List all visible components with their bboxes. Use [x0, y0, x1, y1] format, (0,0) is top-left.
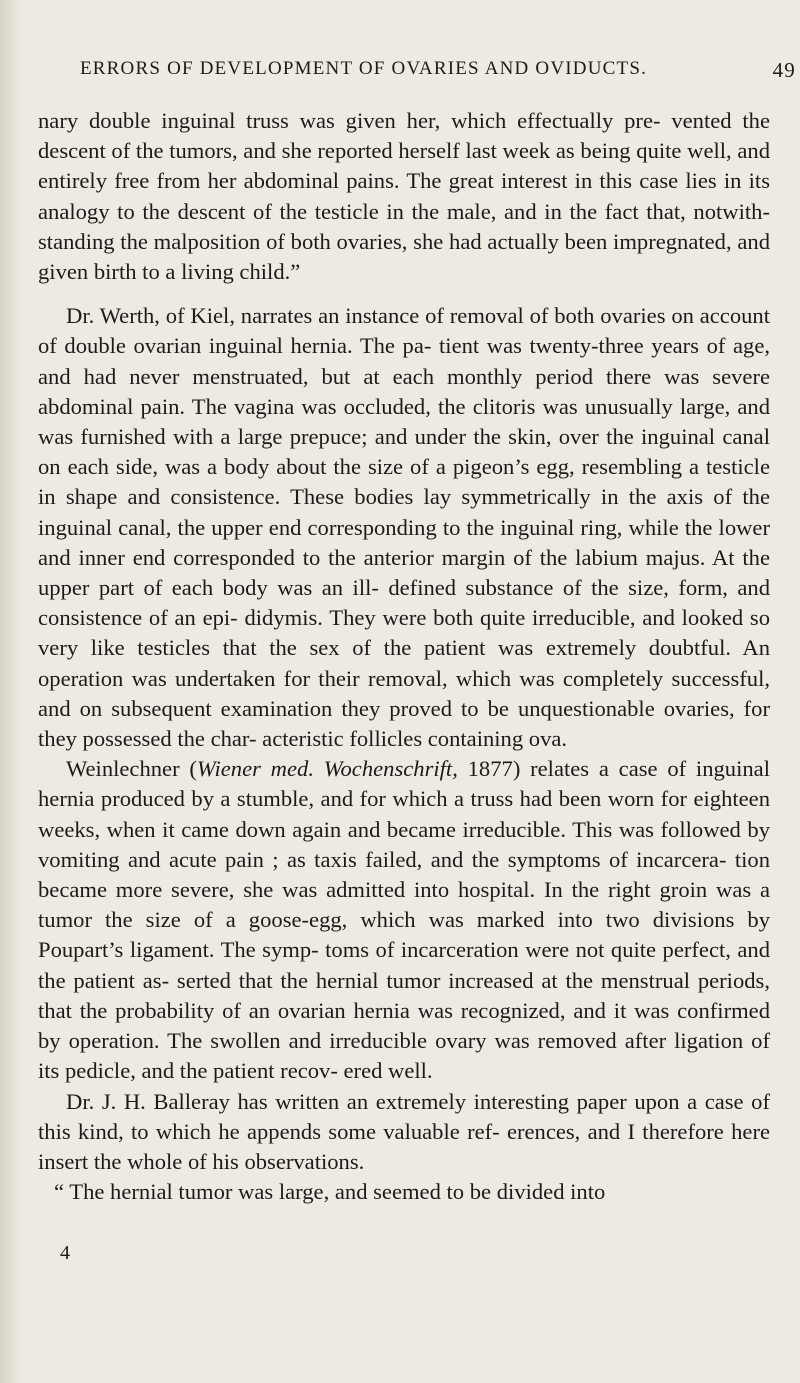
paragraph-balleray: Dr. J. H. Balleray has written an extremely interesting paper upon a case of this kind, to which he appends some valuable ref- erences, and I therefore here insert the whole of his observations.: [38, 1088, 770, 1174]
page-number: 49: [772, 58, 796, 82]
weinlechner-rest: 1877) relates a case of inguinal hernia produced by a stumble, and for which a truss had been worn for eighteen weeks, when it came down again and became irreducible. This was followed by vomiting and acute pain ; as taxis failed, and the symptoms of incarcera- tion became more severe, she was admitted into hospital. In the right groin was a tumor the size of a goose-egg, which was marked into two divisions by Poupart’s ligament. The symp- toms of incarceration were not quite perfect, and the patient as- serted that the hernial tumor increased at the menstrual periods, that the probability of an ovarian hernia was recognized, and it was confirmed by operation. The swollen and irreducible ovary was removed after ligation of its pedicle, and the patient recov- ered well.: [38, 756, 770, 1084]
running-title: ERRORS OF DEVELOPMENT OF OVARIES AND OVIDUCTS.: [80, 58, 648, 79]
body-text: [38, 106, 770, 1207]
binding-shadow: [0, 0, 22, 1383]
paragraph-continuation: nary double inguinal truss was given her, which effectually pre- vented the descent of the tumors, and she reported herself last week as being quite well, and entirely free from her abdominal pains. The great interest in this case lies in its analogy to the descent of the testicle in the male, and in the fact that, notwith- standing the malposition of both ovaries, she had actually been impregnated, and given birth to a living child.”: [38, 108, 770, 285]
signature-mark: 4: [60, 1242, 70, 1264]
paragraph-werth: Dr. Werth, of Kiel, narrates an instance of removal of both ovaries on account of double ovarian inguinal hernia. The pa- tient was twenty-three years of age, and had never menstruated, but at each monthly period there was severe abdominal pain. The vagina was occluded, the clitoris was unusually large, and was furnished with a large prepuce; and under the skin, over the inguinal canal on each side, was a body about the size of a pigeon’s egg, resembling a testicle in shape and consistence. These bodies lay symmetrically in the axis of the inguinal canal, the upper end corresponding to the inguinal ring, while the lower and inner end corresponded to the anterior margin of the labium majus. At the upper part of each body was an ill- defined substance of the size, form, and consistence of an epi- didymis. They were both quite irreducible, and looked so very like testicles that the sex of the patient was extremely doubtful. An operation was undertaken for their removal, which was completely successful, and on subsequent examination they proved to be unquestionable ovaries, for they possessed the char- acteristic follicles containing ova.: [38, 303, 770, 752]
running-head: [80, 58, 796, 88]
weinlechner-lead: Weinlechner (: [66, 756, 197, 782]
paragraph-weinlechner: [38, 754, 770, 1086]
paragraph-quote-start: “ The hernial tumor was large, and seemed to be divided into: [54, 1179, 606, 1205]
journal-title: Wiener med. Wochenschrift,: [196, 756, 458, 782]
